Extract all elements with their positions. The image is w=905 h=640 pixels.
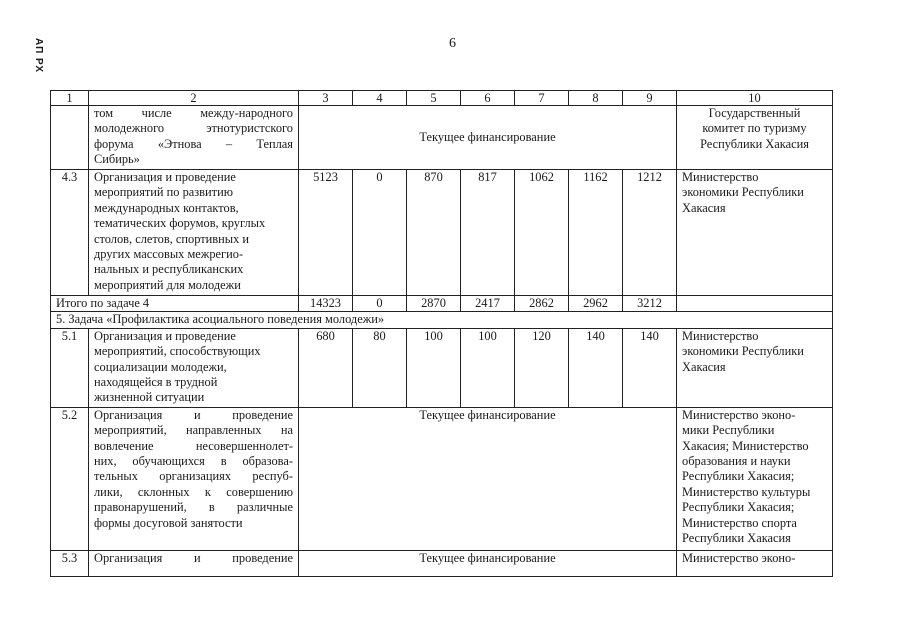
executor-line: Министерство [682,170,759,184]
row-description-cell [89,106,299,170]
description-line: столов, слетов, спортивных и [94,231,250,246]
value-cell: 5123 [299,170,353,296]
side-mark: АП РХ [33,38,44,74]
value-cell: 817 [461,170,515,296]
header-cell: 4 [353,91,407,106]
total-value-cell: 0 [353,296,407,312]
table-row [51,170,833,296]
executor-cell [677,296,833,312]
executor-cell [677,407,833,550]
description-line: жизненной ситуации [94,390,205,405]
description-line: международных контактов, [94,200,239,215]
value-cell: 100 [407,328,461,407]
table-row [51,328,833,407]
total-label: Итого по задаче 4 [51,296,299,312]
description-line: Организация и проведение [94,170,236,184]
executor-line: Республики Хакасия; [682,500,795,515]
executor-line: Министерство культуры [682,484,811,499]
header-cell: 10 [677,91,833,106]
value-cell: 0 [353,170,407,296]
value-cell: 680 [299,328,353,407]
value-cell: 1162 [569,170,623,296]
description-line: форума «Этнова – Теплая [94,136,293,151]
description-line: тематических форумов, круглых [94,216,266,231]
table-row [51,106,833,170]
executor-line: образования и науки [682,454,791,469]
header-cell: 9 [623,91,677,106]
executor-line: Государственный [708,106,801,120]
table-row [51,407,833,550]
description-line: правонарушений, в различные [94,500,293,515]
description-line: находящейся в трудной [94,375,218,390]
description-line: Организация и проведение [94,407,293,422]
value-cell: 140 [623,328,677,407]
row-description-cell [89,550,299,576]
header-cell: 1 [51,91,89,106]
value-cell: 100 [461,328,515,407]
executor-line: Республики Хакасия; [682,469,795,484]
executor-line: Хакасия [682,359,726,374]
header-cell: 8 [569,91,623,106]
row-description-cell [89,407,299,550]
description-line: них, обучающихся в образова- [94,454,293,469]
total-value-cell: 2870 [407,296,461,312]
header-cell: 7 [515,91,569,106]
description-line: лики, склонных к совершению [94,484,293,499]
total-row [51,296,833,312]
program-table [50,90,833,577]
description-line: Сибирь» [94,152,140,167]
row-number-cell: 5.2 [51,407,89,550]
value-cell: 870 [407,170,461,296]
row-number-cell [51,106,89,170]
description-line: нальных и республиканских [94,262,244,277]
row-number-cell: 5.3 [51,550,89,576]
executor-cell [677,106,833,170]
funding-cell: Текущее финансирование [299,407,677,550]
executor-line: комитет по туризму [702,121,807,136]
executor-line: мики Республики [682,423,775,438]
table-row [51,550,833,576]
executor-line: Министерство эконо- [682,550,796,565]
value-cell: 80 [353,328,407,407]
description-line: том числе между-народного [94,106,293,120]
funding-cell: Текущее финансирование [299,550,677,576]
executor-cell [677,328,833,407]
column-numbers-row [51,91,833,106]
executor-line: Министерство спорта [682,515,797,530]
description-line: вовлечение несовершеннолет- [94,438,293,453]
task-heading: 5. Задача «Профилактика асоциального поведения молодежи» [51,312,833,328]
total-value-cell: 2962 [569,296,623,312]
header-cell: 3 [299,91,353,106]
funding-cell: Текущее финансирование [299,106,677,170]
executor-line: Министерство [682,328,759,343]
executor-line: экономики Республики [682,185,804,200]
total-value-cell: 2417 [461,296,515,312]
executor-line: Республики Хакасия [682,531,791,546]
value-cell: 1212 [623,170,677,296]
description-line: Организация и проведение [94,328,236,343]
executor-cell [677,550,833,576]
description-line: молодежного этнотуристского [94,121,293,136]
description-line: других массовых межрегио- [94,247,244,262]
description-line: мероприятий, направленных на [94,423,293,438]
row-description-cell [89,328,299,407]
value-cell: 140 [569,328,623,407]
description-line: мероприятий для молодежи [94,277,241,292]
value-cell: 1062 [515,170,569,296]
executor-line: экономики Республики [682,344,804,359]
value-cell: 120 [515,328,569,407]
header-cell: 6 [461,91,515,106]
description-line: мероприятий по развитию [94,185,233,200]
page-number: 6 [449,36,456,51]
executor-line: Хакасия [682,200,726,215]
total-value-cell: 3212 [623,296,677,312]
description-line: формы досуговой занятости [94,515,243,530]
total-value-cell: 2862 [515,296,569,312]
executor-line: Хакасия; Министерство [682,438,809,453]
description-line: социализации молодежи, [94,359,227,374]
executor-line: Республики Хакасия [700,136,809,151]
row-description-cell [89,170,299,296]
header-cell: 2 [89,91,299,106]
total-value-cell: 14323 [299,296,353,312]
executor-cell [677,170,833,296]
row-number-cell: 5.1 [51,328,89,407]
executor-line: Министерство эконо- [682,407,796,422]
description-line: тельных организациях респуб- [94,469,293,484]
header-cell: 5 [407,91,461,106]
description-line: Организация и проведение [94,550,293,565]
description-line: мероприятий, способствующих [94,344,261,359]
row-number-cell: 4.3 [51,170,89,296]
task-heading-row [51,312,833,328]
